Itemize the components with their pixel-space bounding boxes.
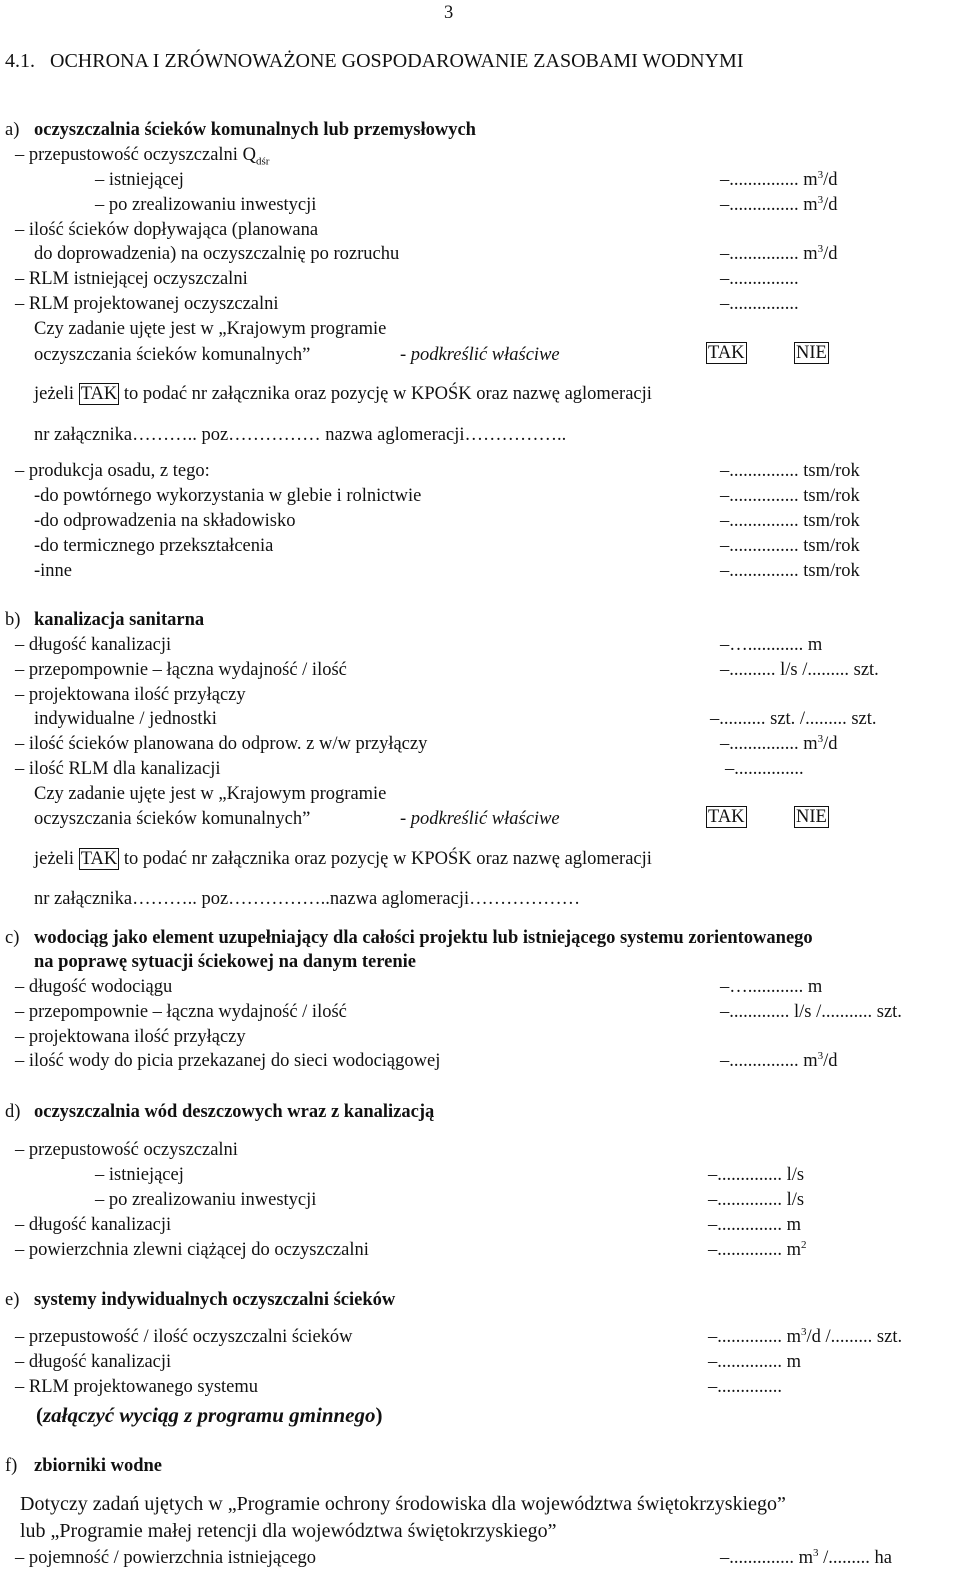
a-other-label: -inne xyxy=(34,561,73,581)
e-attach-note: (załączyć wyciąg z programu gminnego) xyxy=(36,1403,383,1427)
a-tak-option[interactable]: TAK xyxy=(708,343,745,363)
e-length-value: –.............. m xyxy=(708,1352,802,1372)
a-inflow-label-2: do doprowadzenia) na oczyszczalnię po rozruchu xyxy=(34,244,400,264)
section-b-title: kanalizacja sanitarna xyxy=(34,610,205,630)
b-connections-value: –.......... szt. /......... szt. xyxy=(710,709,877,729)
a-rlm-existing-value: –............... xyxy=(720,269,799,289)
b-connections-label-2: indywidualne / jednostki xyxy=(34,709,217,729)
b-length-label: – długość kanalizacji xyxy=(15,635,172,655)
a-after-invest-value: –............... $m^3/d$ xyxy=(720,193,838,215)
a-existing-value: –............... $m^3/d$ xyxy=(720,168,838,190)
a-inflow-value: –............... $m^3/d$ xyxy=(720,242,838,264)
a-inflow-label-1: – ilość ścieków dopływająca (planowana xyxy=(15,220,319,240)
d-capacity-label: – przepustowość oczyszczalni xyxy=(15,1140,238,1160)
c-length-value: –…............ m xyxy=(720,977,823,997)
d-area-label: – powierzchnia zlewni ciążącej do oczyszczalni xyxy=(15,1240,369,1260)
a-existing-label: – istniejącej xyxy=(95,170,184,190)
b-attachment-line: nr załącznika……….. poz……………..nazwa aglomeracji……………… xyxy=(34,889,581,909)
a-other-value: –............... tsm/rok xyxy=(720,561,860,581)
section-c-title-2: na poprawę sytuacji ściekowej na danym terenie xyxy=(34,952,416,972)
page-heading: 4.1. OCHRONA I ZRÓWNOWAŻONE GOSPODAROWANIE ZASOBAMI WODNYMI xyxy=(5,50,744,72)
a-underline-hint: - podkreślić właściwe xyxy=(400,345,560,365)
a-sludge-label: – produkcja osadu, z tego: xyxy=(15,461,210,481)
b-rlm-value: –............... xyxy=(725,759,804,779)
b-question-line-2: oczyszczania ścieków komunalnych” xyxy=(34,809,311,829)
b-pumps-label: – przepompownie – łączna wydajność / ilość xyxy=(15,660,347,680)
f-program-line-1: Dotyczy zadań ujętych w „Programie ochrony środowiska dla województwa świętokrzyskiego” xyxy=(20,1493,786,1515)
a-thermal-value: –............... tsm/rok xyxy=(720,536,860,556)
a-sludge-value: –............... tsm/rok xyxy=(720,461,860,481)
a-nie-option[interactable]: NIE xyxy=(796,343,827,363)
b-tak-option[interactable]: TAK xyxy=(708,807,745,827)
d-after-invest-value: –.............. l/s xyxy=(708,1190,805,1210)
b-sewage-amount-value: –............... $m^3/d$ xyxy=(720,732,838,754)
f-capacity-label: – pojemność / powierzchnia istniejącego xyxy=(15,1548,317,1568)
e-capacity-label: – przepustowość / ilość oczyszczalni ścieków xyxy=(15,1327,353,1347)
a-if-tak-line: jeżeli TAK to podać nr załącznika oraz pozycję w KPOŚK oraz nazwę aglomeracji xyxy=(34,384,652,404)
c-length-label: – długość wodociągu xyxy=(15,977,173,997)
section-f-label: f) xyxy=(5,1456,18,1476)
a-question-line-1: Czy zadanie ujęte jest w „Krajowym programie xyxy=(34,319,387,339)
e-rlm-label: – RLM projektowanego systemu xyxy=(15,1377,259,1397)
section-e-title: systemy indywidualnych oczyszczalni ścieków xyxy=(34,1290,396,1310)
d-length-value: –.............. m xyxy=(708,1215,802,1235)
section-c-label: c) xyxy=(5,928,20,948)
b-pumps-value: –.......... l/s /......... szt. xyxy=(720,660,879,680)
b-length-value: –…............ m xyxy=(720,635,823,655)
b-rlm-label: – ilość RLM dla kanalizacji xyxy=(15,759,221,779)
c-pumps-label: – przepompownie – łączna wydajność / ilość xyxy=(15,1002,347,1022)
section-e-label: e) xyxy=(5,1290,20,1310)
d-existing-label: – istniejącej xyxy=(95,1165,184,1185)
f-capacity-value: –.............. $m^3$ /......... ha xyxy=(720,1546,892,1568)
b-underline-hint: - podkreślić właściwe xyxy=(400,809,560,829)
c-connections-label: – projektowana ilość przyłączy xyxy=(15,1027,246,1047)
section-f-title: zbiorniki wodne xyxy=(34,1456,162,1476)
b-connections-label-1: – projektowana ilość przyłączy xyxy=(15,685,246,705)
d-existing-value: –.............. l/s xyxy=(708,1165,805,1185)
a-reuse-value: –............... tsm/rok xyxy=(720,486,860,506)
a-rlm-planned-label: – RLM projektowanej oczyszczalni xyxy=(15,294,279,314)
a-question-line-2: oczyszczania ścieków komunalnych” xyxy=(34,345,311,365)
e-length-label: – długość kanalizacji xyxy=(15,1352,172,1372)
page-number: 3 xyxy=(444,3,454,23)
d-area-value: –.............. $m^2$ xyxy=(708,1238,807,1260)
c-water-label: – ilość wody do picia przekazanej do sieci wodociągowej xyxy=(15,1051,441,1071)
a-landfill-value: –............... tsm/rok xyxy=(720,511,860,531)
f-program-line-2: lub „Programie małej retencji dla województwa świętokrzyskiego” xyxy=(20,1520,557,1542)
b-question-line-1: Czy zadanie ujęte jest w „Krajowym programie xyxy=(34,784,387,804)
d-after-invest-label: – po zrealizowaniu inwestycji xyxy=(95,1190,317,1210)
a-thermal-label: -do termicznego przekształcenia xyxy=(34,536,274,556)
c-pumps-value: –............. l/s /........... szt. xyxy=(720,1002,902,1022)
section-d-label: d) xyxy=(5,1102,21,1122)
a-landfill-label: -do odprowadzenia na składowisko xyxy=(34,511,296,531)
a-reuse-label: -do powtórnego wykorzystania w glebie i rolnictwie xyxy=(34,486,422,506)
section-b-label: b) xyxy=(5,610,21,630)
section-d-title: oczyszczalnia wód deszczowych wraz z kanalizacją xyxy=(34,1102,435,1122)
a-rlm-planned-value: –............... xyxy=(720,294,799,314)
section-a-label: a) xyxy=(5,120,20,140)
section-c-title-1: wodociąg jako element uzupełniający dla całości projektu lub istniejącego systemu zorientowanego xyxy=(34,928,813,948)
a-after-invest-label: – po zrealizowaniu inwestycji xyxy=(95,195,317,215)
b-if-tak-line: jeżeli TAK to podać nr załącznika oraz pozycję w KPOŚK oraz nazwę aglomeracji xyxy=(34,849,652,869)
e-capacity-value: –.............. $m^3/d$ /......... szt. xyxy=(708,1325,903,1347)
section-a-title: oczyszczalnia ścieków komunalnych lub przemysłowych xyxy=(34,120,476,140)
b-sewage-amount-label: – ilość ścieków planowana do odprow. z w/w przyłączy xyxy=(15,734,428,754)
b-nie-option[interactable]: NIE xyxy=(796,807,827,827)
a-attachment-line: nr załącznika……….. poz…………… nazwa aglomeracji…………….. xyxy=(34,425,567,445)
e-rlm-value: –.............. xyxy=(708,1377,782,1397)
c-water-value: –............... $m^3/d$ xyxy=(720,1049,838,1071)
a-capacity-label: – przepustowość oczyszczalni $Q_{dśr}$ xyxy=(15,145,270,168)
d-length-label: – długość kanalizacji xyxy=(15,1215,172,1235)
a-rlm-existing-label: – RLM istniejącej oczyszczalni xyxy=(15,269,248,289)
